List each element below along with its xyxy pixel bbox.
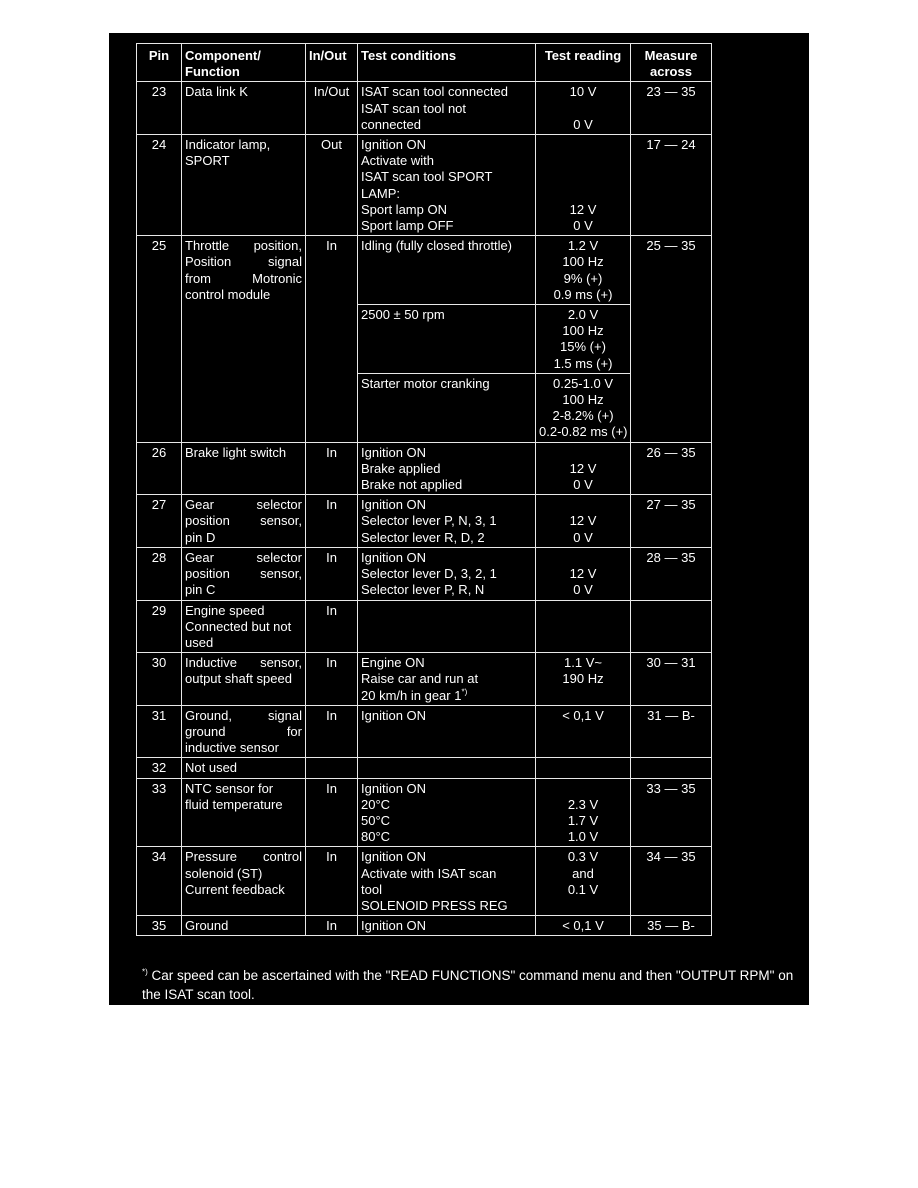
table-row-pin-26 [137,442,712,495]
measure-cell: 17 — 24 [631,135,712,236]
pin-number: 30 [137,653,182,706]
conditions-cell: Ignition ON Selector lever P, N, 3, 1 Selector lever R, D, 2 [358,495,536,548]
pin-number: 23 [137,82,182,135]
reading-cell: < 0,1 V [536,916,631,936]
footnote-marker: *) [461,687,468,697]
component-cell: Ground [182,916,306,936]
inout-cell: In [306,600,358,653]
conditions-cell: Ignition ON [358,705,536,758]
reading-cell: 12 V 0 V [536,547,631,600]
header-test-reading: Test reading [536,44,631,82]
inout-cell [306,758,358,778]
pin-number: 34 [137,847,182,916]
pin-number: 26 [137,442,182,495]
component-cell: Not used [182,758,306,778]
footnote-marker: *) [142,967,148,977]
inout-cell: In [306,442,358,495]
conditions-cell: Ignition ON Selector lever D, 3, 2, 1 Selector lever P, R, N [358,547,536,600]
measure-cell: 34 — 35 [631,847,712,916]
table-header-row [137,44,712,82]
reading-cell: 12 V 0 V [536,495,631,548]
reading-cell: 2.3 V 1.7 V 1.0 V [536,778,631,847]
pin-number: 28 [137,547,182,600]
measure-cell: 30 — 31 [631,653,712,706]
inout-cell: In [306,653,358,706]
table-row-pin-33 [137,778,712,847]
conditions-cell: Ignition ON Brake applied Brake not applied [358,442,536,495]
conditions-cell: Ignition ON [358,916,536,936]
pin-test-table [136,43,712,936]
table-row-pin-34 [137,847,712,916]
reading-cell [536,600,631,653]
component-cell: Indicator lamp, SPORT [182,135,306,236]
inout-cell: In [306,847,358,916]
component-cell: Gear selector position sensor, pin D [182,495,306,548]
pin-number: 35 [137,916,182,936]
header-component: Component/ Function [182,44,306,82]
inout-cell: In/Out [306,82,358,135]
footnote-text: Car speed can be ascertained with the "READ FUNCTIONS" command menu and then "OUTPUT RPM" on the ISAT scan tool. [142,968,794,1002]
pin-number: 32 [137,758,182,778]
table-row-pin-32 [137,758,712,778]
conditions-cell: Starter motor cranking [358,373,536,442]
footnote [142,966,802,1004]
reading-cell: 12 V 0 V [536,135,631,236]
header-measure-across: Measure across [631,44,712,82]
component-cell: Brake light switch [182,442,306,495]
measure-cell [631,758,712,778]
pin-number: 25 [137,236,182,442]
table-row-pin-28 [137,547,712,600]
inout-cell: In [306,236,358,442]
measure-cell: 27 — 35 [631,495,712,548]
measure-cell [631,600,712,653]
reading-cell: 0.25-1.0 V 100 Hz 2-8.2% (+) 0.2-0.82 ms (+) [536,373,631,442]
component-cell: Engine speed Connected but not used [182,600,306,653]
table-row-pin-27 [137,495,712,548]
conditions-cell [358,600,536,653]
reading-cell: 1.1 V~ 190 Hz [536,653,631,706]
pin-number: 31 [137,705,182,758]
component-cell: Ground, signal ground for inductive sensor [182,705,306,758]
component-cell: Throttle position, Position signal from Motronic control module [182,236,306,442]
pin-number: 29 [137,600,182,653]
conditions-cell: 2500 ± 50 rpm [358,305,536,374]
table-row-pin-31 [137,705,712,758]
inout-cell: In [306,705,358,758]
component-cell: Inductive sensor, output shaft speed [182,653,306,706]
reading-cell: < 0,1 V [536,705,631,758]
table-row-pin-25 [137,236,712,305]
table-row-pin-24 [137,135,712,236]
conditions-cell: Idling (fully closed throttle) [358,236,536,305]
measure-cell: 31 — B- [631,705,712,758]
pin-number: 33 [137,778,182,847]
reading-cell [536,758,631,778]
conditions-cell: ISAT scan tool connected ISAT scan tool not connected [358,82,536,135]
reading-cell: 0.3 V and 0.1 V [536,847,631,916]
header-pin: Pin [137,44,182,82]
reading-cell: 1.2 V 100 Hz 9% (+) 0.9 ms (+) [536,236,631,305]
table-row-pin-29 [137,600,712,653]
conditions-cell: Ignition ON Activate with ISAT scan tool SPORT LAMP: Sport lamp ON Sport lamp OFF [358,135,536,236]
component-cell: Data link K [182,82,306,135]
measure-cell: 33 — 35 [631,778,712,847]
inout-cell: In [306,778,358,847]
conditions-cell [358,758,536,778]
component-cell: NTC sensor for fluid temperature [182,778,306,847]
component-cell: Gear selector position sensor, pin C [182,547,306,600]
pin-number: 27 [137,495,182,548]
measure-cell: 28 — 35 [631,547,712,600]
measure-cell: 35 — B- [631,916,712,936]
conditions-cell: Engine ON Raise car and run at 20 km/h in gear 1*) [358,653,536,706]
table-row-pin-35 [137,916,712,936]
measure-cell: 26 — 35 [631,442,712,495]
header-test-conditions: Test conditions [358,44,536,82]
reading-cell: 2.0 V 100 Hz 15% (+) 1.5 ms (+) [536,305,631,374]
conditions-cell: Ignition ON 20°C 50°C 80°C [358,778,536,847]
document-page [109,33,809,1005]
header-inout: In/Out [306,44,358,82]
inout-cell: In [306,547,358,600]
inout-cell: In [306,916,358,936]
measure-cell: 23 — 35 [631,82,712,135]
conditions-cell: Ignition ON Activate with ISAT scan tool SOLENOID PRESS REG [358,847,536,916]
inout-cell: In [306,495,358,548]
reading-cell: 10 V 0 V [536,82,631,135]
inout-cell: Out [306,135,358,236]
component-cell: Pressure control solenoid (ST) Current feedback [182,847,306,916]
table-row-pin-30 [137,653,712,706]
reading-cell: 12 V 0 V [536,442,631,495]
measure-cell: 25 — 35 [631,236,712,442]
pin-number: 24 [137,135,182,236]
table-row-pin-23 [137,82,712,135]
